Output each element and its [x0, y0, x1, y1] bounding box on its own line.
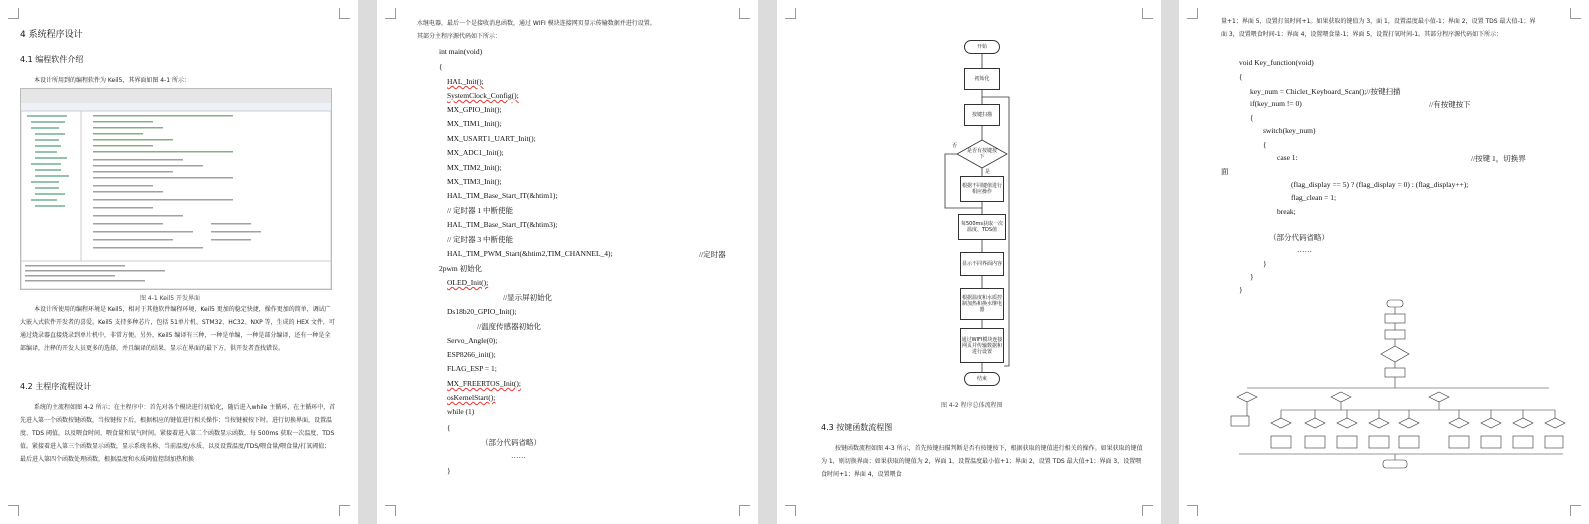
- code-line: // 定时器 3 中断使能: [447, 235, 514, 244]
- code-line: HAL_Init();: [447, 77, 484, 86]
- crop-mark: [1570, 505, 1581, 516]
- code-line: Ds18b20_GPIO_Init();: [447, 307, 517, 316]
- figure-4-1-caption: 图 4-1 Keil5 开发界面: [140, 295, 201, 302]
- flow-wifi: 通过WIFI模块连接网页并传输数据和进行设置: [960, 328, 1004, 363]
- code-line: ……: [1297, 245, 1312, 254]
- document-page-3: [777, 0, 1161, 524]
- crop-mark: [1142, 505, 1153, 516]
- document-page-1: [0, 0, 358, 524]
- code-line: }: [1250, 272, 1254, 281]
- flow-start: 开始: [964, 40, 1000, 54]
- code-line: MX_ADC1_Init();: [447, 148, 504, 157]
- page2-intro: 水继电器，最后一个是接收消息函数，通过 WIFI 模块连接网页显示传输数据并进行设置。: [417, 20, 656, 27]
- crop-mark: [8, 505, 19, 516]
- code-line: （部分代码省略）: [481, 438, 541, 447]
- code-line: MX_TIM3_Init();: [447, 177, 502, 186]
- flow-control: 根据温度和水质控制加热和换水继电器: [960, 288, 1004, 320]
- code-line: {: [447, 423, 451, 432]
- code-line: (flag_display == 5) ? (flag_display = 0) : (flag_display++);: [1291, 180, 1469, 189]
- flow-yes-label: 是: [985, 169, 991, 175]
- code-line: HAL_TIM_Base_Start_IT(&htim3);: [447, 220, 558, 229]
- crop-mark: [739, 505, 750, 516]
- code-line: HAL_TIM_Base_Start_IT(&htim1);: [447, 191, 558, 200]
- code-line: switch(key_num): [1263, 126, 1316, 135]
- code-line: key_num = Chiclet_Keyboard_Scan();//按键扫描: [1250, 87, 1401, 96]
- code-line: //有按键按下: [1429, 100, 1471, 109]
- flow-decision: 是否有按键按下: [967, 148, 998, 160]
- crop-mark: [339, 8, 350, 19]
- crop-mark: [1187, 8, 1198, 19]
- code-line: //显示屏初始化: [503, 293, 553, 302]
- keil5-paragraph: 本设计所使用的编程环境是 Keil5，相对于其他软件编程环境，Keil5 更加的稳定快捷，操作更加的简单，调试广大嵌入式软件开发者的喜爱。Keil5 支持多种芯片，包括 51单片机、STM32、HC32、NXP 等，生成的 HEX 文件，可通过烧录器直接烧录到单片机中，非常方便。另外，Keil5 编译有三种，一种是单编，一种是部分编译，还有一种是全部编译，注释的开发人员更多的选择，并且编译的结果，显示在界面的最下方，供开发者查找错误。: [20, 306, 335, 352]
- code-line: FLAG_ESP = 1;: [447, 364, 497, 373]
- flow-sample: 每500ms获取一次温度、TDS值: [958, 214, 1006, 240]
- flow-key-action: 根据不同键值进行相应操作: [960, 176, 1004, 202]
- code-line: }: [447, 466, 451, 475]
- code-line: //温度传感器初始化: [477, 322, 542, 331]
- main-flow-paragraph: 系统的主流程如图 4-2 所示；在主程序中：首先对各个模块进行初始化，随后进入while 主循环，在主循环中，首先进入第一个函数按键函数，当按键按下后，根据相应的键值进行相关操作；当按键被按下时，进行切换界面，设置温度、TDS 阈值，以及喂食时间、喂食量和氧气时间。紧接着进入第二个函数显示函数，每 500ms 获取一次温度、TDS 值。紧接着进入第三个函数显示函数，显示系统名称、当前温度/水质、以及设置温度/TDS/喂食量/喂食量/打氧阈值；最后进入第四个函数处理函数，根据温度和水质阈值控制加热和换: [20, 404, 336, 463]
- chapter-heading: 4 系统程序设计: [20, 30, 83, 40]
- flow-key-scan: 按键扫描: [964, 104, 1000, 126]
- code-line: ……: [511, 451, 526, 460]
- crop-mark: [1187, 505, 1198, 516]
- code-line: MX_GPIO_Init();: [447, 105, 502, 114]
- figure-4-2-caption: 图 4-2 程序总体流程图: [941, 402, 1003, 409]
- crop-mark: [1570, 8, 1581, 19]
- code-line: MX_TIM1_Init();: [447, 119, 502, 128]
- code-line: {: [1263, 140, 1267, 149]
- code-line: HAL_TIM_PWM_Start(&htim2,TIM_CHANNEL_4);: [447, 249, 613, 258]
- section-intro: 本设计所用到的编程软件为 Keil5，其界面如图 4-1 所示：: [34, 77, 191, 84]
- code-line: case 1:: [1277, 153, 1298, 162]
- section-heading-4-2: 4.2 主程序流程设计: [20, 382, 92, 391]
- code-line: SystemClock_Config();: [447, 91, 519, 100]
- code-line: //定时器: [699, 250, 726, 259]
- keil5-screenshot-image: [21, 89, 331, 289]
- flow-no-label: 否: [952, 143, 958, 149]
- code-line: {: [439, 62, 443, 71]
- code-line: // 定时器 1 中断使能: [447, 206, 514, 215]
- key-flow-paragraph: 按键函数流程如图 4-3 所示，首先按键扫描判断是否有按键按下，根据获取的键值进行相关的操作。如果获取的键值为 1，则切换界面；如果获取的键值为 2，界面 1，设置温度最小值+1；界面 2，设置 TDS 最大值+1；界面 3，设置喂食时间+1；界面 4，设置喂食: [821, 445, 1143, 478]
- code-line: MX_TIM2_Init();: [447, 163, 502, 172]
- code-line: //按键 1，切换界: [1471, 154, 1526, 163]
- code-line: （部分代码省略）: [1269, 233, 1329, 242]
- code-line: while (1): [447, 407, 475, 416]
- flow-display: 显示不同界面内容: [960, 252, 1004, 276]
- crop-mark: [8, 8, 19, 19]
- section-heading-4-1: 4.1 编程软件介绍: [20, 55, 84, 64]
- code-line: {: [1239, 72, 1243, 81]
- code-line: OLED_Init();: [447, 278, 489, 287]
- code-line: }: [1239, 285, 1243, 294]
- code-line: flag_clean = 1;: [1291, 193, 1337, 202]
- code-line: Servo_Angle(0);: [447, 336, 498, 345]
- code-line: 2pwm 初始化: [439, 264, 483, 273]
- code-line: int main(void): [439, 47, 483, 56]
- flow-init: 初始化: [964, 68, 1000, 90]
- document-page-2: [377, 0, 758, 524]
- code-line: if(key_num != 0): [1250, 99, 1302, 108]
- code-line: MX_FREERTOS_Init();: [447, 379, 522, 388]
- crop-mark: [385, 8, 396, 19]
- page4-intro: 量+1；界面 5，设置打氧时间+1。如果获取的键值为 3，面 1，设置温度最小值-1；界面 2，设置 TDS 最大值-1；界面 3，设置喂食时间-1；界面 4，设置喂食量-1；界面 5，设置打氧时间-1。其部分程序源代码如下所示：: [1221, 18, 1536, 38]
- crop-mark: [785, 505, 796, 516]
- key-function-flowchart: [1219, 296, 1569, 476]
- code-line: 面: [1221, 167, 1229, 176]
- code-line: ESP8266_init();: [447, 350, 496, 359]
- code-line: }: [1263, 259, 1267, 268]
- page2-intro-2: 其部分主程序源代码如下所示：: [417, 33, 502, 40]
- code-line: void Key_function(void): [1239, 58, 1314, 67]
- keil5-screenshot-figure: [20, 88, 332, 290]
- code-line: {: [1250, 113, 1254, 122]
- document-page-4: [1179, 0, 1589, 524]
- crop-mark: [385, 505, 396, 516]
- crop-mark: [339, 505, 350, 516]
- code-line: osKernelStart();: [447, 393, 496, 402]
- section-heading-4-3: 4.3 按键函数流程图: [821, 423, 893, 432]
- code-line: break;: [1277, 207, 1296, 216]
- code-line: MX_USART1_UART_Init();: [447, 134, 536, 143]
- flow-end: 结束: [964, 372, 1000, 386]
